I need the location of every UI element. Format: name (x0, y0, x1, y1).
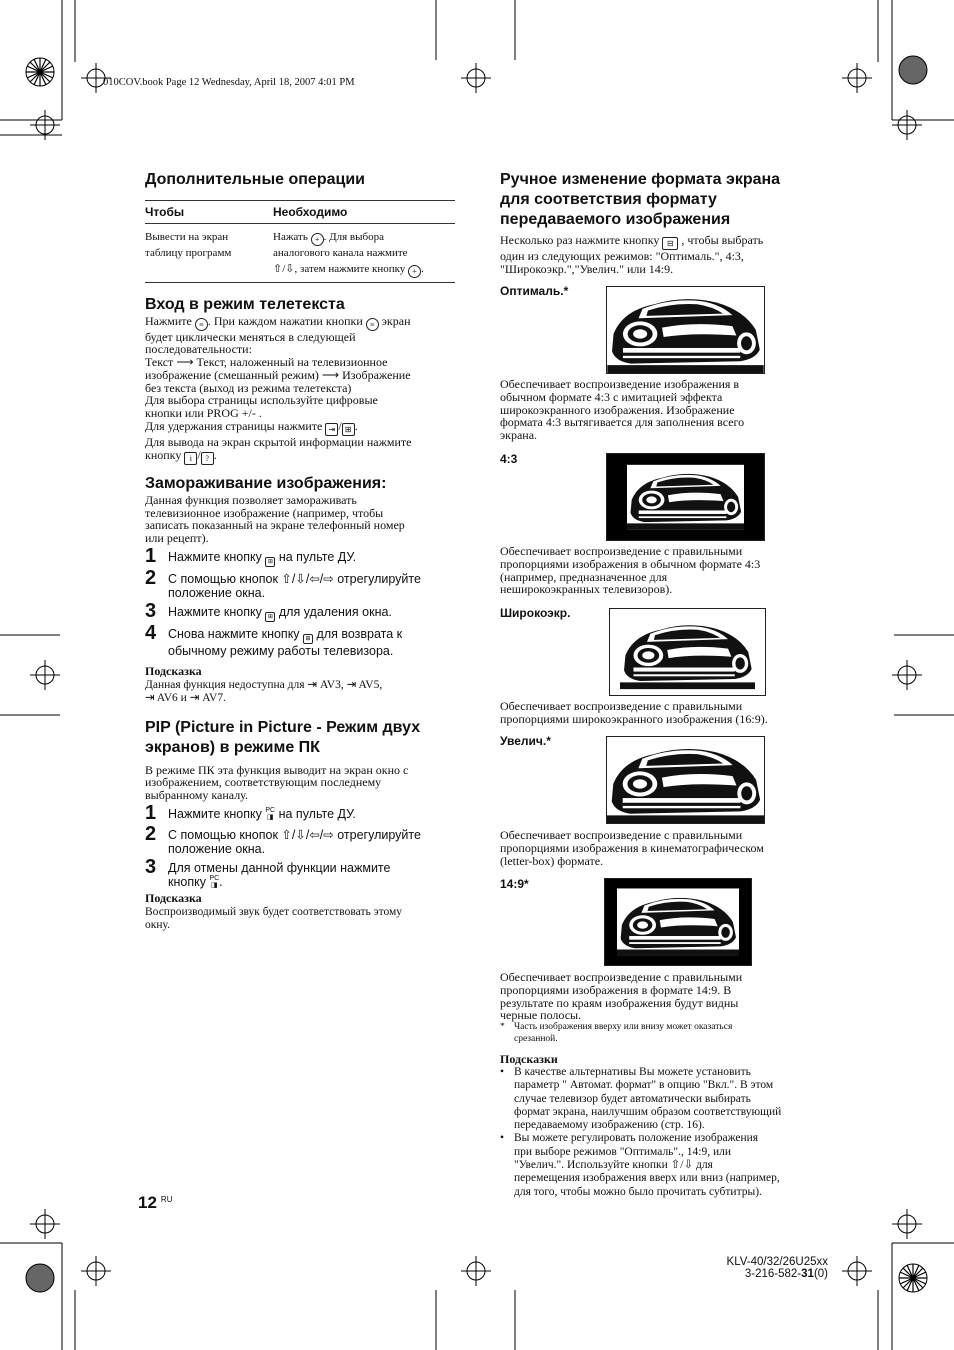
list-item (500, 1132, 820, 1198)
text-line: пропорциями изображения в обычном формате 4:3 (500, 556, 761, 571)
text-line (145, 420, 455, 436)
pip-step-3 (145, 858, 455, 889)
text-line: без текста (выход из режима телетекста) (145, 380, 352, 395)
document-number (650, 1268, 828, 1280)
hints-title: Подсказки (500, 1052, 558, 1066)
text-line: записать показанный на экране телефонный номер (145, 518, 405, 533)
section-title-screen-format (500, 170, 810, 230)
step-text (168, 569, 421, 600)
input-icon: ⇥ (189, 691, 200, 704)
text: Нажмите кнопку (168, 605, 262, 620)
text-line: результате по краям изображения будут видны (500, 995, 739, 1010)
step-text (168, 804, 356, 821)
text: Текст, наложенный на телевизионное (196, 355, 388, 370)
text-line: изображением, соответствующим последнему (145, 775, 382, 790)
text-line: при выборе режимов "Оптималь"., 14:9, или (514, 1145, 731, 1158)
text: Текст (145, 355, 174, 370)
text: для соответствия формату (500, 191, 717, 208)
text: / (282, 262, 286, 275)
arrow-keys-icon: ⇧/⇩/⇦/⇨ (281, 572, 334, 587)
text-line (145, 692, 455, 705)
text: AV3, (319, 679, 344, 692)
text-line: (letter-box) формате. (500, 853, 604, 868)
step-text (168, 547, 356, 567)
text: , затем нажмите кнопку (294, 262, 406, 275)
bullet: • (500, 1132, 505, 1145)
step-text (168, 825, 421, 856)
text-line: пропорциями изображения в кинематографическом (500, 840, 764, 855)
step-number: 1 (145, 545, 157, 568)
mode-label-optimal: Оптималь.* (500, 284, 569, 298)
text-line: кнопки или PROG +/- . (145, 406, 262, 421)
text-line: передаваемому изображению (стр. 16). (514, 1119, 705, 1132)
pip-step-1 (145, 804, 455, 823)
hints-list (500, 1066, 820, 1199)
mode-label-14-9: 14:9* (500, 877, 529, 891)
freeze-hint-title: Подсказка (145, 664, 202, 679)
section-title-additional-operations: Дополнительные операции (145, 171, 365, 188)
pip-step-2 (145, 825, 455, 856)
cell-line: Вывести на экран (145, 231, 229, 243)
text-line: для того, чтобы можно было прочитать субтитры). (514, 1185, 762, 1198)
text-line (145, 315, 455, 331)
arrow-right-icon: ⟶ (176, 355, 194, 370)
text-line: Воспроизводимый звук будет соответствовать этому (145, 906, 402, 919)
text: (0) (813, 1268, 828, 1280)
hold-icon: ⇥ (325, 423, 338, 436)
pip-hint-title: Подсказка (145, 891, 202, 906)
freeze-step-4 (145, 624, 455, 658)
text-line: обычном формате 4:3 с имитацией эффекта (500, 389, 723, 404)
text: передаваемого изображения (500, 211, 731, 228)
text: Для отмены данной функции нажмите (168, 861, 391, 876)
text-line: Обеспечивает воспроизведение с правильными (500, 544, 743, 558)
text: / (338, 419, 342, 434)
text: PC (209, 875, 220, 883)
table-cell-action (273, 224, 455, 283)
text: Нажмите кнопку (168, 807, 262, 822)
text-line: (например, предназначенное для (500, 569, 668, 584)
text: для (695, 1159, 713, 1172)
text: . (421, 262, 424, 275)
text: С помощью кнопок (168, 828, 278, 843)
text-line: срезанной. (514, 1034, 558, 1044)
up-arrow-icon: ⇧ (273, 262, 283, 275)
mode-desc-14-9 (500, 971, 810, 1022)
text-line: окну. (145, 918, 170, 931)
mode-4-3-image (606, 453, 765, 541)
text: AV7. (202, 691, 226, 704)
text: положение окна. (168, 842, 266, 857)
text: 31 (801, 1268, 814, 1280)
wide-mode-icon: ⊟ (662, 237, 678, 250)
text-line (145, 449, 455, 465)
ok-button-icon: + (311, 233, 324, 246)
text-line: случае телевизор будет автоматически выбирать (514, 1092, 751, 1105)
text-line: широкоэкранного изображения. Изображение (500, 402, 735, 417)
text-line: пропорциями изображения в формате 14:9. В (500, 982, 732, 997)
mode-label-wide: Широкоэкр. (500, 606, 571, 620)
cell-line (273, 230, 455, 246)
page-language: RU (160, 1195, 173, 1204)
step-text (168, 624, 402, 658)
text-line: Для выбора страницы используйте цифровые (145, 393, 378, 408)
table-cell-goal (145, 224, 273, 283)
step-number: 2 (145, 567, 157, 590)
text-line: или рецепт). (145, 531, 209, 546)
reveal-icon: ? (201, 452, 214, 465)
zoom-mode-image (606, 736, 765, 824)
text: "Увелич.". Используйте кнопки (514, 1159, 668, 1172)
text: кнопку (145, 447, 182, 462)
freeze-hint-text (145, 679, 455, 705)
optimal-mode-image (606, 286, 765, 374)
bullet: • (500, 1066, 505, 1078)
text: изображение (смешанный режим) (145, 367, 319, 382)
text: . При каждом нажатии кнопки (207, 313, 363, 328)
text: на пульте ДУ. (278, 807, 356, 822)
text: положение окна. (168, 586, 266, 601)
input-icon: ⇥ (307, 679, 318, 692)
footnote (500, 1021, 810, 1045)
text: AV5, (358, 679, 383, 692)
step-number: 1 (145, 802, 157, 825)
text-line: Обеспечивает воспроизведение с правильными (500, 970, 743, 984)
wide-mode-image (609, 608, 766, 696)
step-number: 3 (145, 856, 157, 879)
text: Нажать (273, 231, 308, 243)
text-line: неширокоэкранных телевизоров). (500, 582, 673, 597)
pip-button-icon: PC ◨ (209, 875, 220, 890)
text-line: один из следующих режимов: "Оптималь.", 4:3, (500, 249, 744, 263)
step-number: 3 (145, 600, 157, 623)
left-column (145, 170, 455, 932)
mode-desc-4-3 (500, 545, 810, 596)
freeze-button-icon: ⊞ (303, 634, 313, 644)
text-line (514, 1159, 780, 1172)
text: кнопку (168, 875, 206, 890)
cell-line: аналогового канала нажмите (273, 247, 408, 259)
text-line: "Широкоэкр.","Увелич." или 14:9. (500, 261, 674, 276)
mode-desc-optimal (500, 378, 810, 442)
text-line: Часть изображения вверху или внизу может оказаться (514, 1022, 733, 1032)
model-number: KLV-40/32/26U25xx (726, 1256, 828, 1268)
text-line: Для вывода на экран скрытой информации нажмите (145, 435, 412, 450)
text-line: Обеспечивает воспроизведение с правильными (500, 699, 743, 713)
step-text: Для отмены данной функции нажмите кнопку PC ◨ . (168, 861, 391, 890)
footnote-text (514, 1021, 732, 1045)
text: экранов) в режиме ПК (145, 738, 320, 756)
text: на пульте ДУ. (278, 550, 357, 565)
operations-table (145, 200, 455, 283)
text-line: Данная функция позволяет замораживать (145, 492, 357, 507)
info-icon: i (184, 452, 197, 465)
teletext-paragraph (145, 315, 455, 465)
list-item (500, 1066, 820, 1132)
text-line: выбранному каналу. (145, 788, 248, 803)
text: Снова нажмите кнопку (168, 627, 300, 642)
arrow-keys-icon: ⇧/⇩/⇦/⇨ (281, 828, 334, 843)
text-line: Обеспечивает воспроизведение изображения в (500, 377, 740, 391)
freeze-button-icon: ⊞ (265, 612, 275, 622)
text: PC (265, 807, 276, 815)
freeze-step-2 (145, 569, 455, 600)
text: для возврата к (316, 627, 403, 642)
table-row (145, 224, 455, 283)
pip-button-icon: PC ◨ (265, 807, 276, 822)
arrow-right-icon: ⟶ (321, 367, 340, 382)
text: / (197, 447, 201, 462)
mode-label-zoom: Увелич.* (500, 734, 551, 748)
text: для удаления окна. (278, 605, 392, 620)
text-line: экрана. (500, 428, 538, 443)
text: . (213, 447, 217, 462)
step-number: 2 (145, 823, 157, 846)
cell-line (273, 262, 455, 278)
pip-paragraph (145, 764, 455, 802)
list-item-text (514, 1132, 780, 1198)
text-line: Вы можете регулировать положение изображения (514, 1132, 759, 1145)
text-line (145, 369, 455, 382)
mode-14-9-image (604, 878, 752, 966)
text: Несколько раз нажмите кнопку (500, 233, 660, 247)
text: отрегулируйте (337, 828, 421, 843)
text: Данная функция недоступна для (145, 679, 305, 692)
text: отрегулируйте (337, 572, 421, 587)
table-header-action: Необходимо (273, 201, 455, 224)
text: экран (381, 313, 411, 328)
text: Изображение (342, 367, 411, 382)
text: 3-216-582- (744, 1268, 802, 1280)
text: Нажмите (145, 313, 192, 328)
text-line: параметр " Автомат. формат" в опцию "Вкл.". В этом (514, 1079, 774, 1092)
text-line: черные полосы. (500, 1008, 582, 1023)
teletext-icon: ≡ (195, 318, 208, 331)
mode-label-4-3: 4:3 (500, 452, 518, 466)
page-number (138, 1193, 172, 1213)
down-arrow-icon: ⇩ (285, 262, 295, 275)
text: AV6 и (156, 691, 187, 704)
text-line (500, 234, 810, 250)
mode-desc-wide (500, 700, 820, 726)
footnote-mark: * (500, 1022, 505, 1032)
input-icon: ⇥ (145, 691, 155, 704)
input-icon: ⇥ (346, 679, 357, 692)
text: . (354, 419, 358, 434)
text-line: В режиме ПК эта функция выводит на экран окно с (145, 762, 409, 777)
right-column (500, 170, 810, 276)
book-header-line: 010COV.book Page 12 Wednesday, April 18, 2007 4:01 PM (103, 77, 355, 88)
teletext-icon: ≡ (366, 318, 379, 331)
text-line: пропорциями широкоэкранного изображения (16:9). (500, 711, 768, 726)
ok-button-icon: + (408, 265, 421, 278)
pip-hint-text (145, 906, 455, 932)
page-number-value: 12 (138, 1193, 157, 1212)
step-text (168, 602, 392, 622)
text: Для удержания страницы нажмите (145, 419, 323, 434)
text-line (145, 679, 455, 692)
text: PIP (Picture in Picture - Режим двух (145, 718, 421, 736)
text-line: перемещения изображения вверх или вниз (например, (514, 1172, 780, 1185)
text: Нажмите кнопку (168, 550, 262, 565)
model-info (650, 1256, 828, 1280)
text: С помощью кнопок (168, 572, 278, 587)
step-number: 4 (145, 622, 157, 645)
text-line: будет циклически меняться в следующей (145, 329, 356, 344)
text-line: формата 4:3 вытягивается для заполнения всего (500, 415, 745, 430)
freeze-step-3 (145, 602, 455, 622)
freeze-icon: ⊞ (342, 423, 355, 436)
freeze-paragraph (145, 494, 455, 545)
text-line: В качестве альтернативы Вы можете установить (514, 1066, 751, 1078)
table-header-goal: Чтобы (145, 201, 273, 224)
cell-line: таблицу программ (145, 246, 232, 259)
text-line: формат экрана, наилучшим образом соответствующий (514, 1105, 782, 1118)
text-line: телевизионное изображение (например, чтобы (145, 505, 384, 520)
mode-desc-zoom (500, 829, 820, 867)
text-line: Обеспечивает воспроизведение с правильными (500, 828, 743, 842)
section-title-freeze: Замораживание изображения: (145, 474, 387, 492)
text: , чтобы выбрать (681, 233, 764, 247)
arrow-keys-icon: ⇧/⇩ (670, 1159, 694, 1172)
text: обычному режиму работы телевизора. (168, 644, 394, 659)
text-line: последовательности: (145, 342, 252, 357)
section-title-pip (145, 718, 455, 758)
list-item-text (514, 1066, 781, 1132)
section-title-teletext: Вход в режим телетекста (145, 295, 345, 313)
text: . Для выбора (323, 231, 384, 243)
text: Ручное изменение формата экрана (500, 171, 781, 188)
format-intro (500, 234, 810, 276)
freeze-button-icon: ⊞ (265, 557, 275, 567)
freeze-step-1 (145, 547, 455, 567)
